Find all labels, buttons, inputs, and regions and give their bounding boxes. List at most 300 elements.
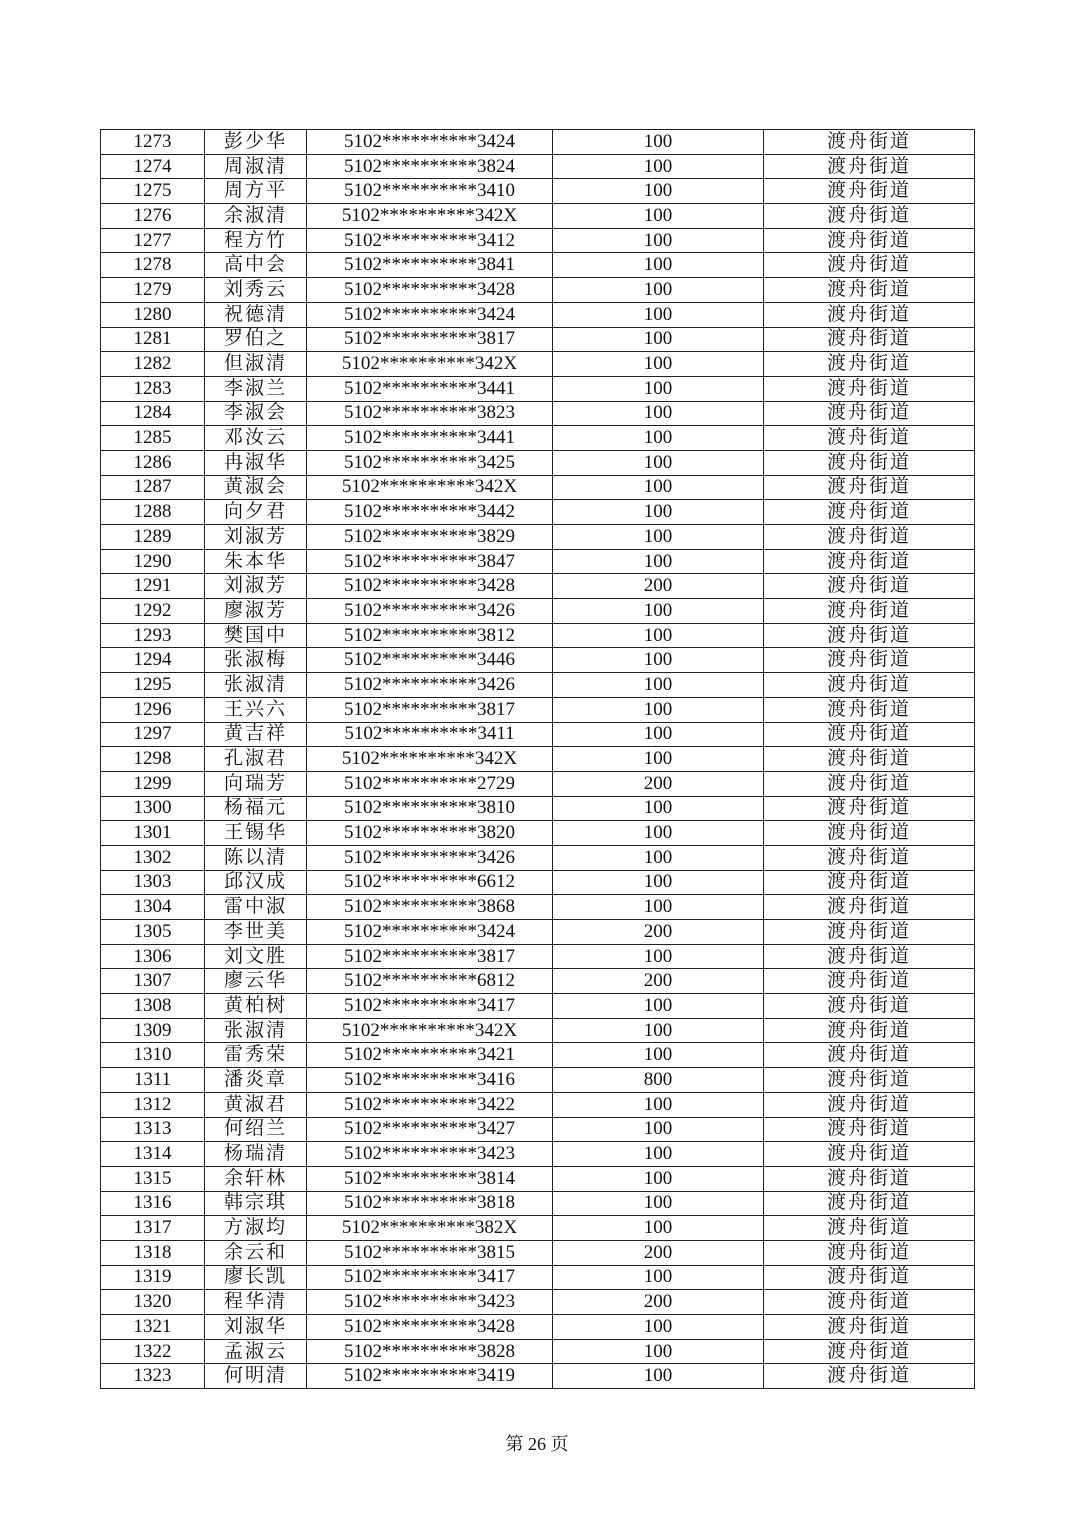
table-row — [101, 796, 975, 821]
street-cell: 渡舟街道 — [764, 599, 975, 624]
name-cell: 陈以清 — [205, 845, 307, 870]
id-number-cell: 5102**********3424 — [307, 130, 553, 155]
amount-cell: 100 — [553, 1315, 764, 1340]
table-row — [101, 1240, 975, 1265]
id-number-cell: 5102**********3868 — [307, 895, 553, 920]
table-row — [101, 253, 975, 278]
street-cell: 渡舟街道 — [764, 1364, 975, 1389]
table-row — [101, 130, 975, 155]
amount-cell: 200 — [553, 920, 764, 945]
street-cell: 渡舟街道 — [764, 747, 975, 772]
table-row — [101, 278, 975, 303]
street-cell: 渡舟街道 — [764, 648, 975, 673]
id-number-cell: 5102**********3423 — [307, 1290, 553, 1315]
id-number-cell: 5102**********3421 — [307, 1043, 553, 1068]
table-row — [101, 771, 975, 796]
table-row — [101, 1191, 975, 1216]
street-cell: 渡舟街道 — [764, 1043, 975, 1068]
row-number-cell: 1296 — [101, 697, 205, 722]
name-cell: 刘文胜 — [205, 944, 307, 969]
row-number-cell: 1311 — [101, 1068, 205, 1093]
id-number-cell: 5102**********342X — [307, 475, 553, 500]
row-number-cell: 1301 — [101, 821, 205, 846]
name-cell: 向夕君 — [205, 500, 307, 525]
name-cell: 方淑均 — [205, 1216, 307, 1241]
amount-cell: 100 — [553, 154, 764, 179]
street-cell: 渡舟街道 — [764, 1240, 975, 1265]
row-number-cell: 1306 — [101, 944, 205, 969]
page-number: 第 26 页 — [505, 1434, 569, 1454]
amount-cell: 100 — [553, 525, 764, 550]
street-cell: 渡舟街道 — [764, 500, 975, 525]
table-row — [101, 648, 975, 673]
amount-cell: 800 — [553, 1068, 764, 1093]
amount-cell: 100 — [553, 302, 764, 327]
row-number-cell: 1291 — [101, 574, 205, 599]
name-cell: 余云和 — [205, 1240, 307, 1265]
id-number-cell: 5102**********3416 — [307, 1068, 553, 1093]
table-row — [101, 1068, 975, 1093]
name-cell: 邓汝云 — [205, 426, 307, 451]
table-row — [101, 352, 975, 377]
id-number-cell: 5102**********342X — [307, 747, 553, 772]
name-cell: 刘秀云 — [205, 278, 307, 303]
street-cell: 渡舟街道 — [764, 1018, 975, 1043]
id-number-cell: 5102**********3428 — [307, 1315, 553, 1340]
table-row — [101, 920, 975, 945]
amount-cell: 100 — [553, 204, 764, 229]
amount-cell: 100 — [553, 1216, 764, 1241]
street-cell: 渡舟街道 — [764, 574, 975, 599]
street-cell: 渡舟街道 — [764, 1068, 975, 1093]
id-number-cell: 5102**********3422 — [307, 1092, 553, 1117]
street-cell: 渡舟街道 — [764, 1339, 975, 1364]
table-row — [101, 549, 975, 574]
id-number-cell: 5102**********3442 — [307, 500, 553, 525]
row-number-cell: 1300 — [101, 796, 205, 821]
amount-cell: 100 — [553, 549, 764, 574]
amount-cell: 200 — [553, 1290, 764, 1315]
street-cell: 渡舟街道 — [764, 1265, 975, 1290]
subsidy-table — [100, 129, 975, 1389]
amount-cell: 100 — [553, 1043, 764, 1068]
amount-cell: 100 — [553, 475, 764, 500]
name-cell: 高中会 — [205, 253, 307, 278]
amount-cell: 100 — [553, 623, 764, 648]
street-cell: 渡舟街道 — [764, 920, 975, 945]
table-row — [101, 450, 975, 475]
row-number-cell: 1317 — [101, 1216, 205, 1241]
id-number-cell: 5102**********3814 — [307, 1166, 553, 1191]
name-cell: 黄淑君 — [205, 1092, 307, 1117]
name-cell: 程方竹 — [205, 228, 307, 253]
id-number-cell: 5102**********342X — [307, 1018, 553, 1043]
id-number-cell: 5102**********3425 — [307, 450, 553, 475]
table-row — [101, 204, 975, 229]
table-row — [101, 845, 975, 870]
row-number-cell: 1282 — [101, 352, 205, 377]
name-cell: 黄柏树 — [205, 994, 307, 1019]
id-number-cell: 5102**********6812 — [307, 969, 553, 994]
amount-cell: 100 — [553, 1265, 764, 1290]
id-number-cell: 5102**********3427 — [307, 1117, 553, 1142]
row-number-cell: 1305 — [101, 920, 205, 945]
amount-cell: 100 — [553, 352, 764, 377]
name-cell: 杨福元 — [205, 796, 307, 821]
amount-cell: 100 — [553, 1018, 764, 1043]
name-cell: 黄吉祥 — [205, 722, 307, 747]
table-row — [101, 1092, 975, 1117]
name-cell: 黄淑会 — [205, 475, 307, 500]
id-number-cell: 5102**********3426 — [307, 673, 553, 698]
name-cell: 王兴六 — [205, 697, 307, 722]
id-number-cell: 5102**********3417 — [307, 994, 553, 1019]
name-cell: 杨瑞清 — [205, 1142, 307, 1167]
name-cell: 廖云华 — [205, 969, 307, 994]
table-row — [101, 1216, 975, 1241]
amount-cell: 100 — [553, 821, 764, 846]
table-row — [101, 228, 975, 253]
name-cell: 刘淑芳 — [205, 574, 307, 599]
name-cell: 张淑清 — [205, 673, 307, 698]
table-row — [101, 623, 975, 648]
street-cell: 渡舟街道 — [764, 1191, 975, 1216]
id-number-cell: 5102**********3417 — [307, 1265, 553, 1290]
amount-cell: 100 — [553, 673, 764, 698]
table-row — [101, 895, 975, 920]
row-number-cell: 1285 — [101, 426, 205, 451]
id-number-cell: 5102**********3411 — [307, 722, 553, 747]
name-cell: 潘炎章 — [205, 1068, 307, 1093]
row-number-cell: 1313 — [101, 1117, 205, 1142]
table-row — [101, 1364, 975, 1389]
amount-cell: 200 — [553, 969, 764, 994]
table-row — [101, 722, 975, 747]
street-cell: 渡舟街道 — [764, 1142, 975, 1167]
name-cell: 李淑兰 — [205, 376, 307, 401]
street-cell: 渡舟街道 — [764, 450, 975, 475]
table-row — [101, 747, 975, 772]
row-number-cell: 1315 — [101, 1166, 205, 1191]
table-row — [101, 821, 975, 846]
table-row — [101, 673, 975, 698]
table-row — [101, 327, 975, 352]
name-cell: 但淑清 — [205, 352, 307, 377]
name-cell: 樊国中 — [205, 623, 307, 648]
name-cell: 王锡华 — [205, 821, 307, 846]
table-row — [101, 154, 975, 179]
table-row — [101, 1018, 975, 1043]
id-number-cell: 5102**********3426 — [307, 599, 553, 624]
row-number-cell: 1290 — [101, 549, 205, 574]
table-row — [101, 944, 975, 969]
amount-cell: 200 — [553, 574, 764, 599]
amount-cell: 100 — [553, 426, 764, 451]
street-cell: 渡舟街道 — [764, 969, 975, 994]
id-number-cell: 5102**********3428 — [307, 278, 553, 303]
row-number-cell: 1323 — [101, 1364, 205, 1389]
name-cell: 李淑会 — [205, 401, 307, 426]
table-row — [101, 1339, 975, 1364]
street-cell: 渡舟街道 — [764, 673, 975, 698]
id-number-cell: 5102**********3441 — [307, 376, 553, 401]
id-number-cell: 5102**********3841 — [307, 253, 553, 278]
street-cell: 渡舟街道 — [764, 1216, 975, 1241]
table-row — [101, 401, 975, 426]
street-cell: 渡舟街道 — [764, 1290, 975, 1315]
row-number-cell: 1283 — [101, 376, 205, 401]
table-row — [101, 1315, 975, 1340]
street-cell: 渡舟街道 — [764, 722, 975, 747]
table-row — [101, 475, 975, 500]
table-row — [101, 697, 975, 722]
name-cell: 韩宗琪 — [205, 1191, 307, 1216]
street-cell: 渡舟街道 — [764, 426, 975, 451]
name-cell: 何绍兰 — [205, 1117, 307, 1142]
row-number-cell: 1279 — [101, 278, 205, 303]
street-cell: 渡舟街道 — [764, 821, 975, 846]
table-row — [101, 179, 975, 204]
id-number-cell: 5102**********3847 — [307, 549, 553, 574]
row-number-cell: 1309 — [101, 1018, 205, 1043]
table-row — [101, 376, 975, 401]
street-cell: 渡舟街道 — [764, 302, 975, 327]
row-number-cell: 1314 — [101, 1142, 205, 1167]
id-number-cell: 5102**********3412 — [307, 228, 553, 253]
row-number-cell: 1303 — [101, 870, 205, 895]
table-row — [101, 1290, 975, 1315]
id-number-cell: 5102**********6612 — [307, 870, 553, 895]
street-cell: 渡舟街道 — [764, 549, 975, 574]
street-cell: 渡舟街道 — [764, 475, 975, 500]
row-number-cell: 1298 — [101, 747, 205, 772]
amount-cell: 100 — [553, 450, 764, 475]
name-cell: 彭少华 — [205, 130, 307, 155]
amount-cell: 100 — [553, 1339, 764, 1364]
name-cell: 张淑清 — [205, 1018, 307, 1043]
amount-cell: 100 — [553, 796, 764, 821]
name-cell: 雷秀荣 — [205, 1043, 307, 1068]
amount-cell: 100 — [553, 845, 764, 870]
id-number-cell: 5102**********342X — [307, 352, 553, 377]
street-cell: 渡舟街道 — [764, 895, 975, 920]
name-cell: 周方平 — [205, 179, 307, 204]
row-number-cell: 1304 — [101, 895, 205, 920]
name-cell: 余轩林 — [205, 1166, 307, 1191]
row-number-cell: 1308 — [101, 994, 205, 1019]
id-number-cell: 5102**********3446 — [307, 648, 553, 673]
table-row — [101, 969, 975, 994]
id-number-cell: 5102**********3428 — [307, 574, 553, 599]
table-row — [101, 426, 975, 451]
row-number-cell: 1286 — [101, 450, 205, 475]
id-number-cell: 5102**********3815 — [307, 1240, 553, 1265]
street-cell: 渡舟街道 — [764, 1315, 975, 1340]
name-cell: 张淑梅 — [205, 648, 307, 673]
table-row — [101, 870, 975, 895]
amount-cell: 100 — [553, 327, 764, 352]
amount-cell: 100 — [553, 1191, 764, 1216]
row-number-cell: 1293 — [101, 623, 205, 648]
amount-cell: 100 — [553, 1364, 764, 1389]
id-number-cell: 5102**********3441 — [307, 426, 553, 451]
table-row — [101, 994, 975, 1019]
name-cell: 余淑清 — [205, 204, 307, 229]
table-row — [101, 500, 975, 525]
row-number-cell: 1295 — [101, 673, 205, 698]
name-cell: 雷中淑 — [205, 895, 307, 920]
name-cell: 刘淑华 — [205, 1315, 307, 1340]
amount-cell: 100 — [553, 599, 764, 624]
row-number-cell: 1318 — [101, 1240, 205, 1265]
name-cell: 冉淑华 — [205, 450, 307, 475]
name-cell: 孟淑云 — [205, 1339, 307, 1364]
street-cell: 渡舟街道 — [764, 870, 975, 895]
amount-cell: 100 — [553, 697, 764, 722]
street-cell: 渡舟街道 — [764, 253, 975, 278]
table-row — [101, 525, 975, 550]
street-cell: 渡舟街道 — [764, 376, 975, 401]
table-row — [101, 1142, 975, 1167]
amount-cell: 100 — [553, 228, 764, 253]
amount-cell: 100 — [553, 179, 764, 204]
street-cell: 渡舟街道 — [764, 154, 975, 179]
street-cell: 渡舟街道 — [764, 845, 975, 870]
name-cell: 李世美 — [205, 920, 307, 945]
row-number-cell: 1287 — [101, 475, 205, 500]
amount-cell: 100 — [553, 1142, 764, 1167]
amount-cell: 100 — [553, 944, 764, 969]
id-number-cell: 5102**********3828 — [307, 1339, 553, 1364]
street-cell: 渡舟街道 — [764, 228, 975, 253]
id-number-cell: 5102**********3823 — [307, 401, 553, 426]
table-row — [101, 599, 975, 624]
name-cell: 程华清 — [205, 1290, 307, 1315]
amount-cell: 100 — [553, 130, 764, 155]
row-number-cell: 1299 — [101, 771, 205, 796]
amount-cell: 100 — [553, 870, 764, 895]
amount-cell: 100 — [553, 895, 764, 920]
street-cell: 渡舟街道 — [764, 994, 975, 1019]
row-number-cell: 1280 — [101, 302, 205, 327]
street-cell: 渡舟街道 — [764, 179, 975, 204]
row-number-cell: 1312 — [101, 1092, 205, 1117]
id-number-cell: 5102**********3829 — [307, 525, 553, 550]
row-number-cell: 1322 — [101, 1339, 205, 1364]
id-number-cell: 5102**********342X — [307, 204, 553, 229]
table-row — [101, 1117, 975, 1142]
id-number-cell: 5102**********3419 — [307, 1364, 553, 1389]
row-number-cell: 1316 — [101, 1191, 205, 1216]
row-number-cell: 1319 — [101, 1265, 205, 1290]
name-cell: 朱本华 — [205, 549, 307, 574]
id-number-cell: 5102**********3426 — [307, 845, 553, 870]
street-cell: 渡舟街道 — [764, 944, 975, 969]
row-number-cell: 1275 — [101, 179, 205, 204]
table-body — [101, 130, 975, 1389]
amount-cell: 100 — [553, 1092, 764, 1117]
id-number-cell: 5102**********2729 — [307, 771, 553, 796]
amount-cell: 100 — [553, 278, 764, 303]
id-number-cell: 5102**********3810 — [307, 796, 553, 821]
name-cell: 罗伯之 — [205, 327, 307, 352]
amount-cell: 100 — [553, 401, 764, 426]
name-cell: 孔淑君 — [205, 747, 307, 772]
id-number-cell: 5102**********3812 — [307, 623, 553, 648]
street-cell: 渡舟街道 — [764, 327, 975, 352]
amount-cell: 100 — [553, 376, 764, 401]
row-number-cell: 1320 — [101, 1290, 205, 1315]
row-number-cell: 1307 — [101, 969, 205, 994]
row-number-cell: 1276 — [101, 204, 205, 229]
street-cell: 渡舟街道 — [764, 796, 975, 821]
amount-cell: 100 — [553, 648, 764, 673]
amount-cell: 100 — [553, 747, 764, 772]
id-number-cell: 5102**********3817 — [307, 327, 553, 352]
name-cell: 廖长凯 — [205, 1265, 307, 1290]
row-number-cell: 1277 — [101, 228, 205, 253]
name-cell: 刘淑芳 — [205, 525, 307, 550]
name-cell: 邱汉成 — [205, 870, 307, 895]
id-number-cell: 5102**********3824 — [307, 154, 553, 179]
id-number-cell: 5102**********382X — [307, 1216, 553, 1241]
street-cell: 渡舟街道 — [764, 1117, 975, 1142]
row-number-cell: 1297 — [101, 722, 205, 747]
id-number-cell: 5102**********3817 — [307, 944, 553, 969]
row-number-cell: 1288 — [101, 500, 205, 525]
id-number-cell: 5102**********3423 — [307, 1142, 553, 1167]
id-number-cell: 5102**********3424 — [307, 302, 553, 327]
street-cell: 渡舟街道 — [764, 771, 975, 796]
row-number-cell: 1310 — [101, 1043, 205, 1068]
row-number-cell: 1273 — [101, 130, 205, 155]
street-cell: 渡舟街道 — [764, 525, 975, 550]
amount-cell: 100 — [553, 253, 764, 278]
table-row — [101, 574, 975, 599]
table-row — [101, 302, 975, 327]
id-number-cell: 5102**********3424 — [307, 920, 553, 945]
amount-cell: 200 — [553, 771, 764, 796]
id-number-cell: 5102**********3817 — [307, 697, 553, 722]
street-cell: 渡舟街道 — [764, 130, 975, 155]
table-row — [101, 1265, 975, 1290]
row-number-cell: 1289 — [101, 525, 205, 550]
row-number-cell: 1281 — [101, 327, 205, 352]
id-number-cell: 5102**********3820 — [307, 821, 553, 846]
street-cell: 渡舟街道 — [764, 204, 975, 229]
table-row — [101, 1043, 975, 1068]
row-number-cell: 1302 — [101, 845, 205, 870]
amount-cell: 100 — [553, 500, 764, 525]
row-number-cell: 1274 — [101, 154, 205, 179]
amount-cell: 100 — [553, 994, 764, 1019]
street-cell: 渡舟街道 — [764, 352, 975, 377]
name-cell: 向瑞芳 — [205, 771, 307, 796]
amount-cell: 100 — [553, 1117, 764, 1142]
street-cell: 渡舟街道 — [764, 623, 975, 648]
name-cell: 廖淑芳 — [205, 599, 307, 624]
row-number-cell: 1292 — [101, 599, 205, 624]
name-cell: 祝德清 — [205, 302, 307, 327]
name-cell: 何明清 — [205, 1364, 307, 1389]
street-cell: 渡舟街道 — [764, 697, 975, 722]
street-cell: 渡舟街道 — [764, 1092, 975, 1117]
table-row — [101, 1166, 975, 1191]
name-cell: 周淑清 — [205, 154, 307, 179]
row-number-cell: 1321 — [101, 1315, 205, 1340]
row-number-cell: 1294 — [101, 648, 205, 673]
row-number-cell: 1278 — [101, 253, 205, 278]
